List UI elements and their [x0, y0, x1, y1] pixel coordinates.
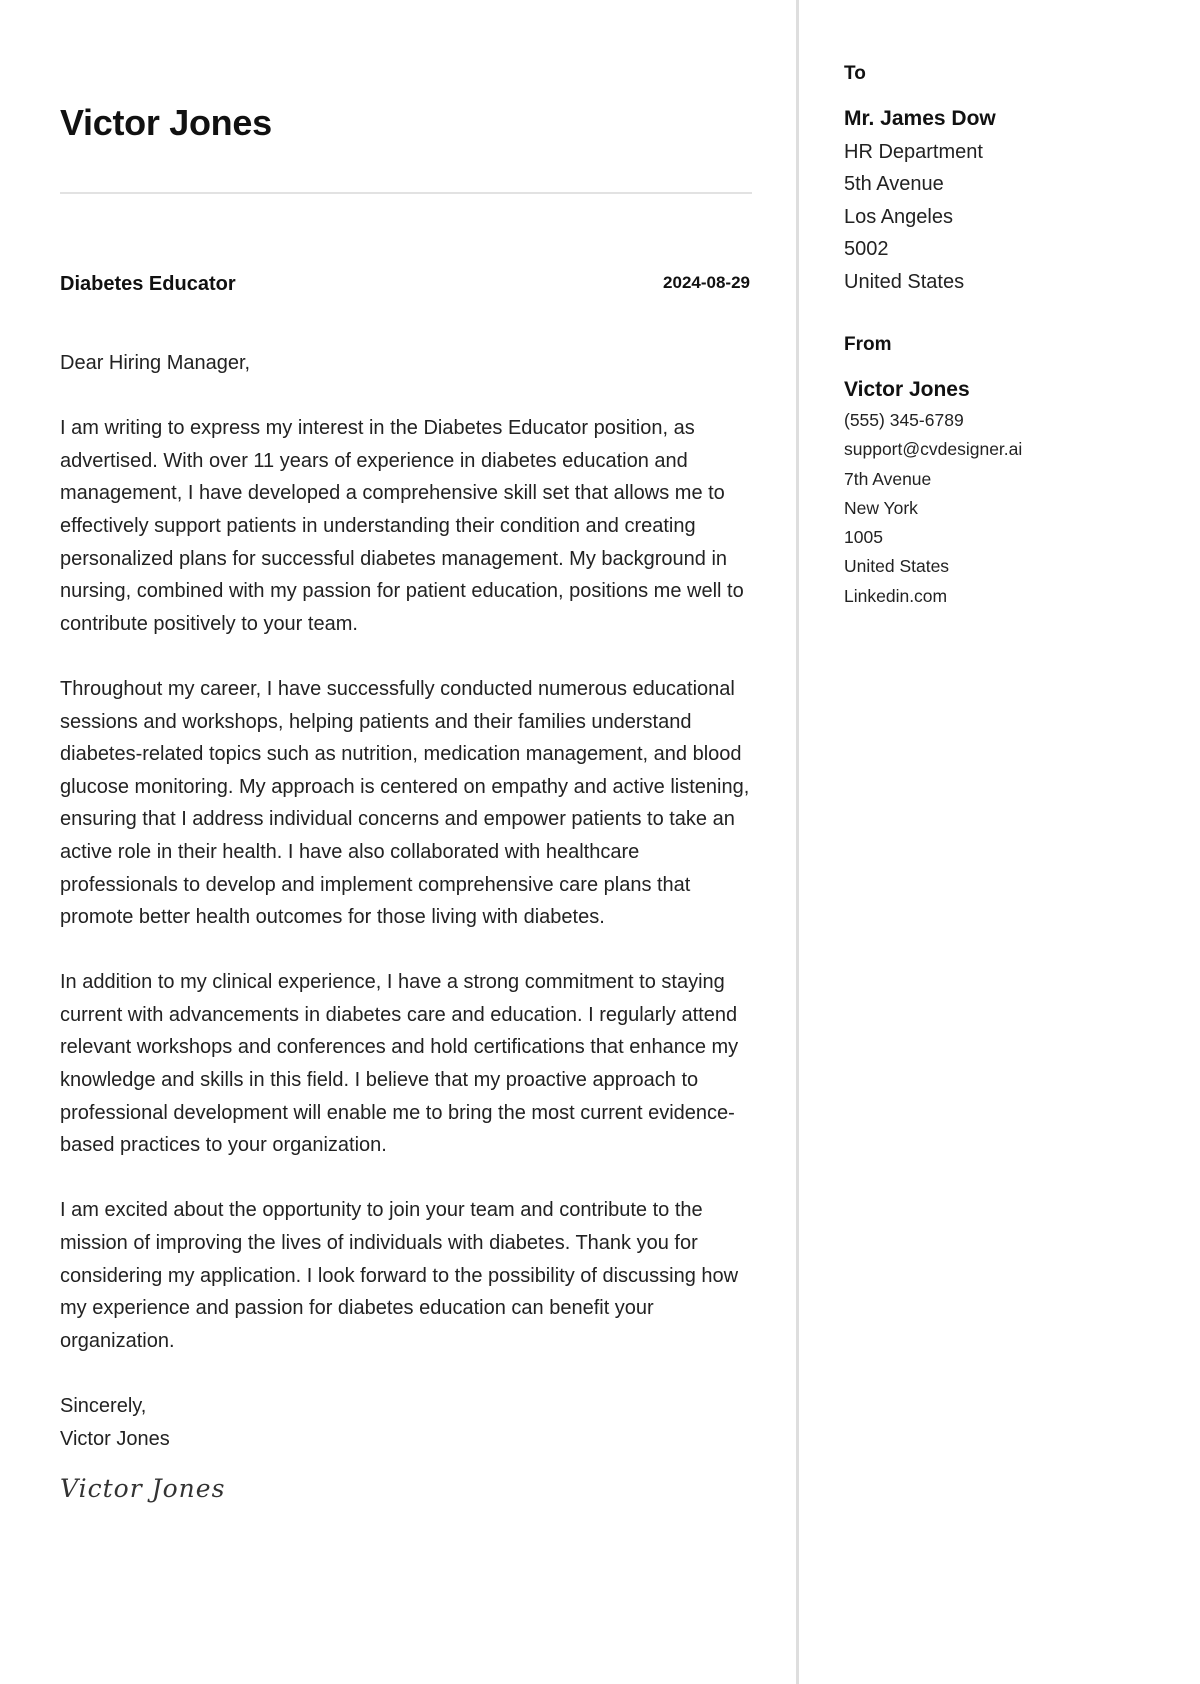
- body-paragraph-3: In addition to my clinical experience, I have a strong commitment to staying current with advancements in diabetes care and education. I regularly attend relevant workshops and conferences and hold certifications that enhance my knowledge and skills in this field. I believe that my proactive approach to professional development will enable me to bring the most current evidence-based practices to your organization.: [60, 971, 739, 1157]
- body-paragraph-1: I am writing to express my interest in the Diabetes Educator position, as advertised. With over 11 years of experience in diabetes education and management, I have developed a comprehensive skill set that allows me to effectively support patients in understanding their condition and creating personalized plans for successful diabetes management. My background in nursing, combined with my passion for patient education, positions me well to contribute positively to your team.: [60, 417, 744, 635]
- sender-street: 7th Avenue: [844, 468, 932, 489]
- recipient-city: Los Angeles: [844, 205, 953, 228]
- sender-website: Linkedin.com: [844, 585, 948, 606]
- sender-heading: From: [844, 334, 892, 355]
- handwritten-signature: Victor Jones: [60, 1474, 226, 1504]
- job-title: Diabetes Educator: [60, 273, 236, 295]
- column-divider: [796, 0, 799, 1684]
- sender-phone: (555) 345-6789: [844, 410, 964, 430]
- recipient-country: United States: [844, 270, 965, 293]
- closing-name: Victor Jones: [60, 1427, 170, 1450]
- closing-salutation: Sincerely,: [60, 1395, 147, 1417]
- recipient-zip: 5002: [844, 238, 889, 261]
- recipient-address: [844, 103, 996, 299]
- sender-zip: 1005: [844, 527, 883, 548]
- letter-date: 2024-08-29: [663, 273, 750, 292]
- header-divider: [60, 192, 752, 194]
- body-paragraph-4: I am excited about the opportunity to join your team and contribute to the mission of improving the lives of individuals with diabetes. Thank you for considering my application. I look forward to the possibility of discussing how my experience and passion for diabetes education can benefit your organization.: [60, 1199, 739, 1352]
- recipient-name: Mr. James Dow: [844, 107, 996, 130]
- sender-country: United States: [844, 556, 950, 577]
- recipient-street: 5th Avenue: [844, 173, 944, 196]
- sender-details: [844, 374, 1022, 611]
- recipient-heading: To: [844, 63, 866, 84]
- body-paragraph-2: Throughout my career, I have successfully conducted numerous educational sessions and workshops, helping patients and their families understand diabetes-related topics such as nutrition, medication management, and blood glucose monitoring. My approach is centered on empathy and active listening, ensuring that I address individual concerns and empower patients to take an active role in their health. I have also collaborated with healthcare professionals to develop and implement comprehensive care plans that promote better health outcomes for those living with diabetes.: [60, 677, 750, 929]
- recipient-department: HR Department: [844, 140, 983, 163]
- sender-name: Victor Jones: [844, 378, 970, 401]
- letter-body: [60, 347, 752, 1506]
- greeting: Dear Hiring Manager,: [60, 352, 251, 374]
- sender-email: support@cvdesigner.ai: [844, 439, 1023, 460]
- applicant-name: Victor Jones: [60, 102, 272, 143]
- sender-city: New York: [844, 497, 918, 518]
